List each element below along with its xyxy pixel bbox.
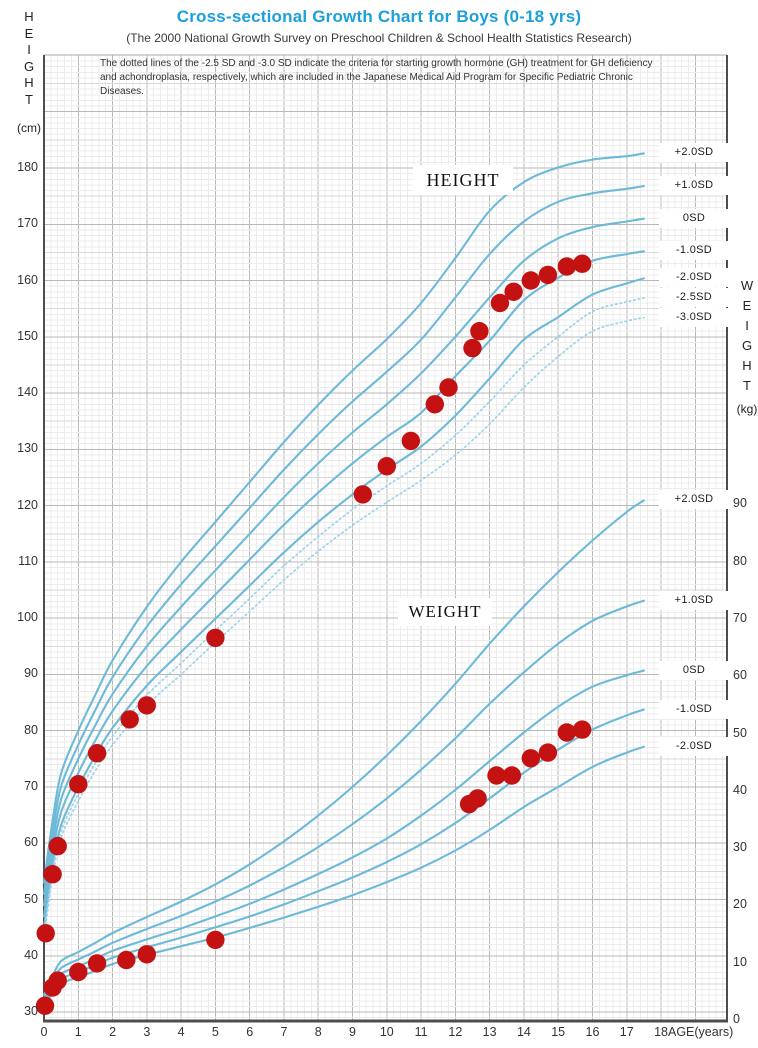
- weight-sd-label: +1.0SD: [659, 591, 729, 610]
- data-point: [573, 720, 591, 738]
- height-tick-label: 180: [17, 160, 38, 174]
- sd-curve--3.0SD: [44, 318, 644, 939]
- height-sd-label: -2.5SD: [659, 288, 729, 307]
- data-point: [522, 749, 540, 767]
- age-tick-label: 5: [211, 1025, 219, 1039]
- weight-axis-letter: I: [745, 318, 749, 333]
- weight-section-label: WEIGHT: [398, 598, 492, 626]
- weight-axis-letter: G: [741, 338, 753, 353]
- chart-title: Cross-sectional Growth Chart for Boys (0-18 yrs): [176, 7, 582, 26]
- age-tick-label: 13: [482, 1025, 497, 1039]
- data-point: [138, 696, 156, 714]
- age-tick-label: 18: [654, 1025, 668, 1039]
- weight-tick-label: 70: [733, 610, 747, 625]
- height-tick-label: 100: [17, 610, 38, 625]
- data-point: [558, 257, 576, 275]
- data-point: [504, 283, 522, 301]
- data-point: [43, 865, 61, 883]
- height-sd-label: +1.0SD: [659, 176, 729, 195]
- data-point: [37, 924, 55, 942]
- height-sd-label: 0SD: [659, 209, 729, 228]
- age-tick-label: 7: [280, 1025, 288, 1039]
- height-tick-label: 80: [24, 722, 38, 737]
- height-axis-letter: G: [23, 58, 35, 74]
- height-tick-label: 110: [18, 553, 38, 568]
- data-point: [206, 931, 224, 949]
- age-tick-label: 10: [379, 1025, 394, 1039]
- age-axis-label: AGE(years): [668, 1025, 734, 1039]
- plot-border: [43, 55, 728, 1021]
- height-tick-label: 30: [24, 1004, 38, 1019]
- height-tick-label: 160: [17, 272, 38, 287]
- weight-tick-label: 80: [733, 553, 747, 568]
- height-unit-label: (cm): [17, 121, 41, 135]
- data-point: [378, 457, 396, 475]
- data-point: [206, 629, 224, 647]
- data-point: [88, 954, 106, 972]
- height-sd-label: -2.0SD: [659, 268, 729, 287]
- data-point: [470, 322, 488, 340]
- weight-tick-label: 90: [733, 496, 747, 511]
- height-tick-label: 90: [24, 666, 38, 681]
- height-section-label: HEIGHT: [413, 165, 513, 195]
- age-tick-label: 9: [349, 1025, 356, 1039]
- data-point: [468, 789, 486, 807]
- weight-tick-label: 30: [733, 840, 747, 855]
- data-point: [558, 723, 576, 741]
- data-point: [117, 951, 135, 969]
- height-tick-label: 60: [24, 835, 38, 850]
- age-tick-label: 6: [246, 1025, 254, 1039]
- data-point: [539, 743, 557, 761]
- data-point: [88, 744, 106, 762]
- chart-subtitle: (The 2000 National Growth Survey on Preschool Children & School Health Statistics Research): [126, 31, 632, 45]
- age-tick-label: 17: [619, 1025, 634, 1039]
- data-point: [49, 837, 67, 855]
- age-tick-label: 15: [551, 1025, 566, 1039]
- weight-axis-letter: W: [740, 278, 754, 293]
- weight-sd-label: -2.0SD: [659, 737, 729, 756]
- height-sd-label: +2.0SD: [659, 143, 729, 162]
- height-tick-label: 140: [17, 385, 38, 400]
- weight-axis-letter: H: [742, 358, 752, 373]
- weight-unit-label: (kg): [736, 402, 758, 416]
- age-tick-label: 4: [177, 1025, 185, 1039]
- weight-sd-label: +2.0SD: [659, 490, 729, 509]
- height-tick-label: 150: [17, 328, 38, 343]
- data-point: [69, 963, 87, 981]
- weight-tick-label: 40: [733, 782, 747, 797]
- height-tick-label: 40: [24, 947, 38, 962]
- weight-tick-label: 60: [733, 668, 747, 683]
- height-tick-label: 50: [24, 891, 38, 906]
- data-point: [522, 271, 540, 289]
- height-axis-letter: I: [27, 42, 31, 58]
- weight-axis-letter: E: [742, 298, 752, 313]
- data-point: [354, 485, 372, 503]
- height-axis-letter: T: [25, 92, 33, 107]
- weight-axis-letter: T: [743, 378, 751, 393]
- data-point: [121, 710, 139, 728]
- data-point: [69, 775, 87, 793]
- age-tick-label: 11: [414, 1025, 428, 1039]
- data-point: [138, 945, 156, 963]
- data-point: [402, 432, 420, 450]
- grid: [44, 55, 727, 1021]
- age-tick-label: 14: [516, 1025, 531, 1039]
- weight-sd-label: -1.0SD: [659, 700, 729, 719]
- data-point: [503, 766, 521, 784]
- data-point: [439, 378, 457, 396]
- height-tick-label: 130: [17, 441, 38, 456]
- height-tick-label: 170: [17, 216, 38, 231]
- age-tick-label: 2: [109, 1025, 117, 1039]
- data-point: [426, 395, 444, 413]
- criteria-note: The dotted lines of the -2.5 SD and -3.0 SD indicate the criteria for starting growth hormone (GH) treatment for GH deficiency and achondroplasia, respectively, which are included in the Japanese Medical Aid Program for Specific Pediatric Chronic Diseases.: [100, 58, 653, 97]
- sd-curve--1.0SD: [44, 251, 644, 916]
- height-axis-letter: H: [24, 75, 34, 91]
- age-tick-label: 0: [40, 1025, 48, 1039]
- data-point: [539, 266, 557, 284]
- data-point: [49, 971, 67, 989]
- data-point: [463, 339, 481, 357]
- height-sd-label: -1.0SD: [659, 241, 729, 260]
- weight-tick-label: 0: [733, 1012, 740, 1026]
- weight-sd-label: 0SD: [659, 661, 729, 680]
- height-tick-label: 70: [24, 778, 38, 793]
- weight-tick-label: 10: [733, 954, 747, 969]
- sd-curve-+2.0SD: [44, 153, 644, 882]
- height-axis-letter: H: [24, 9, 34, 24]
- weight-tick-label: 50: [733, 725, 747, 740]
- data-point: [36, 997, 54, 1015]
- data-point: [573, 255, 591, 273]
- age-tick-label: 1: [74, 1025, 82, 1039]
- age-tick-label: 16: [585, 1025, 600, 1039]
- height-tick-label: 120: [17, 497, 38, 512]
- height-sd-label: -3.0SD: [659, 308, 729, 327]
- age-tick-label: 8: [314, 1025, 322, 1039]
- age-tick-label: 3: [143, 1025, 151, 1039]
- height-axis-letter: E: [24, 25, 34, 41]
- age-tick-label: 12: [448, 1025, 463, 1039]
- weight-tick-label: 20: [733, 897, 747, 912]
